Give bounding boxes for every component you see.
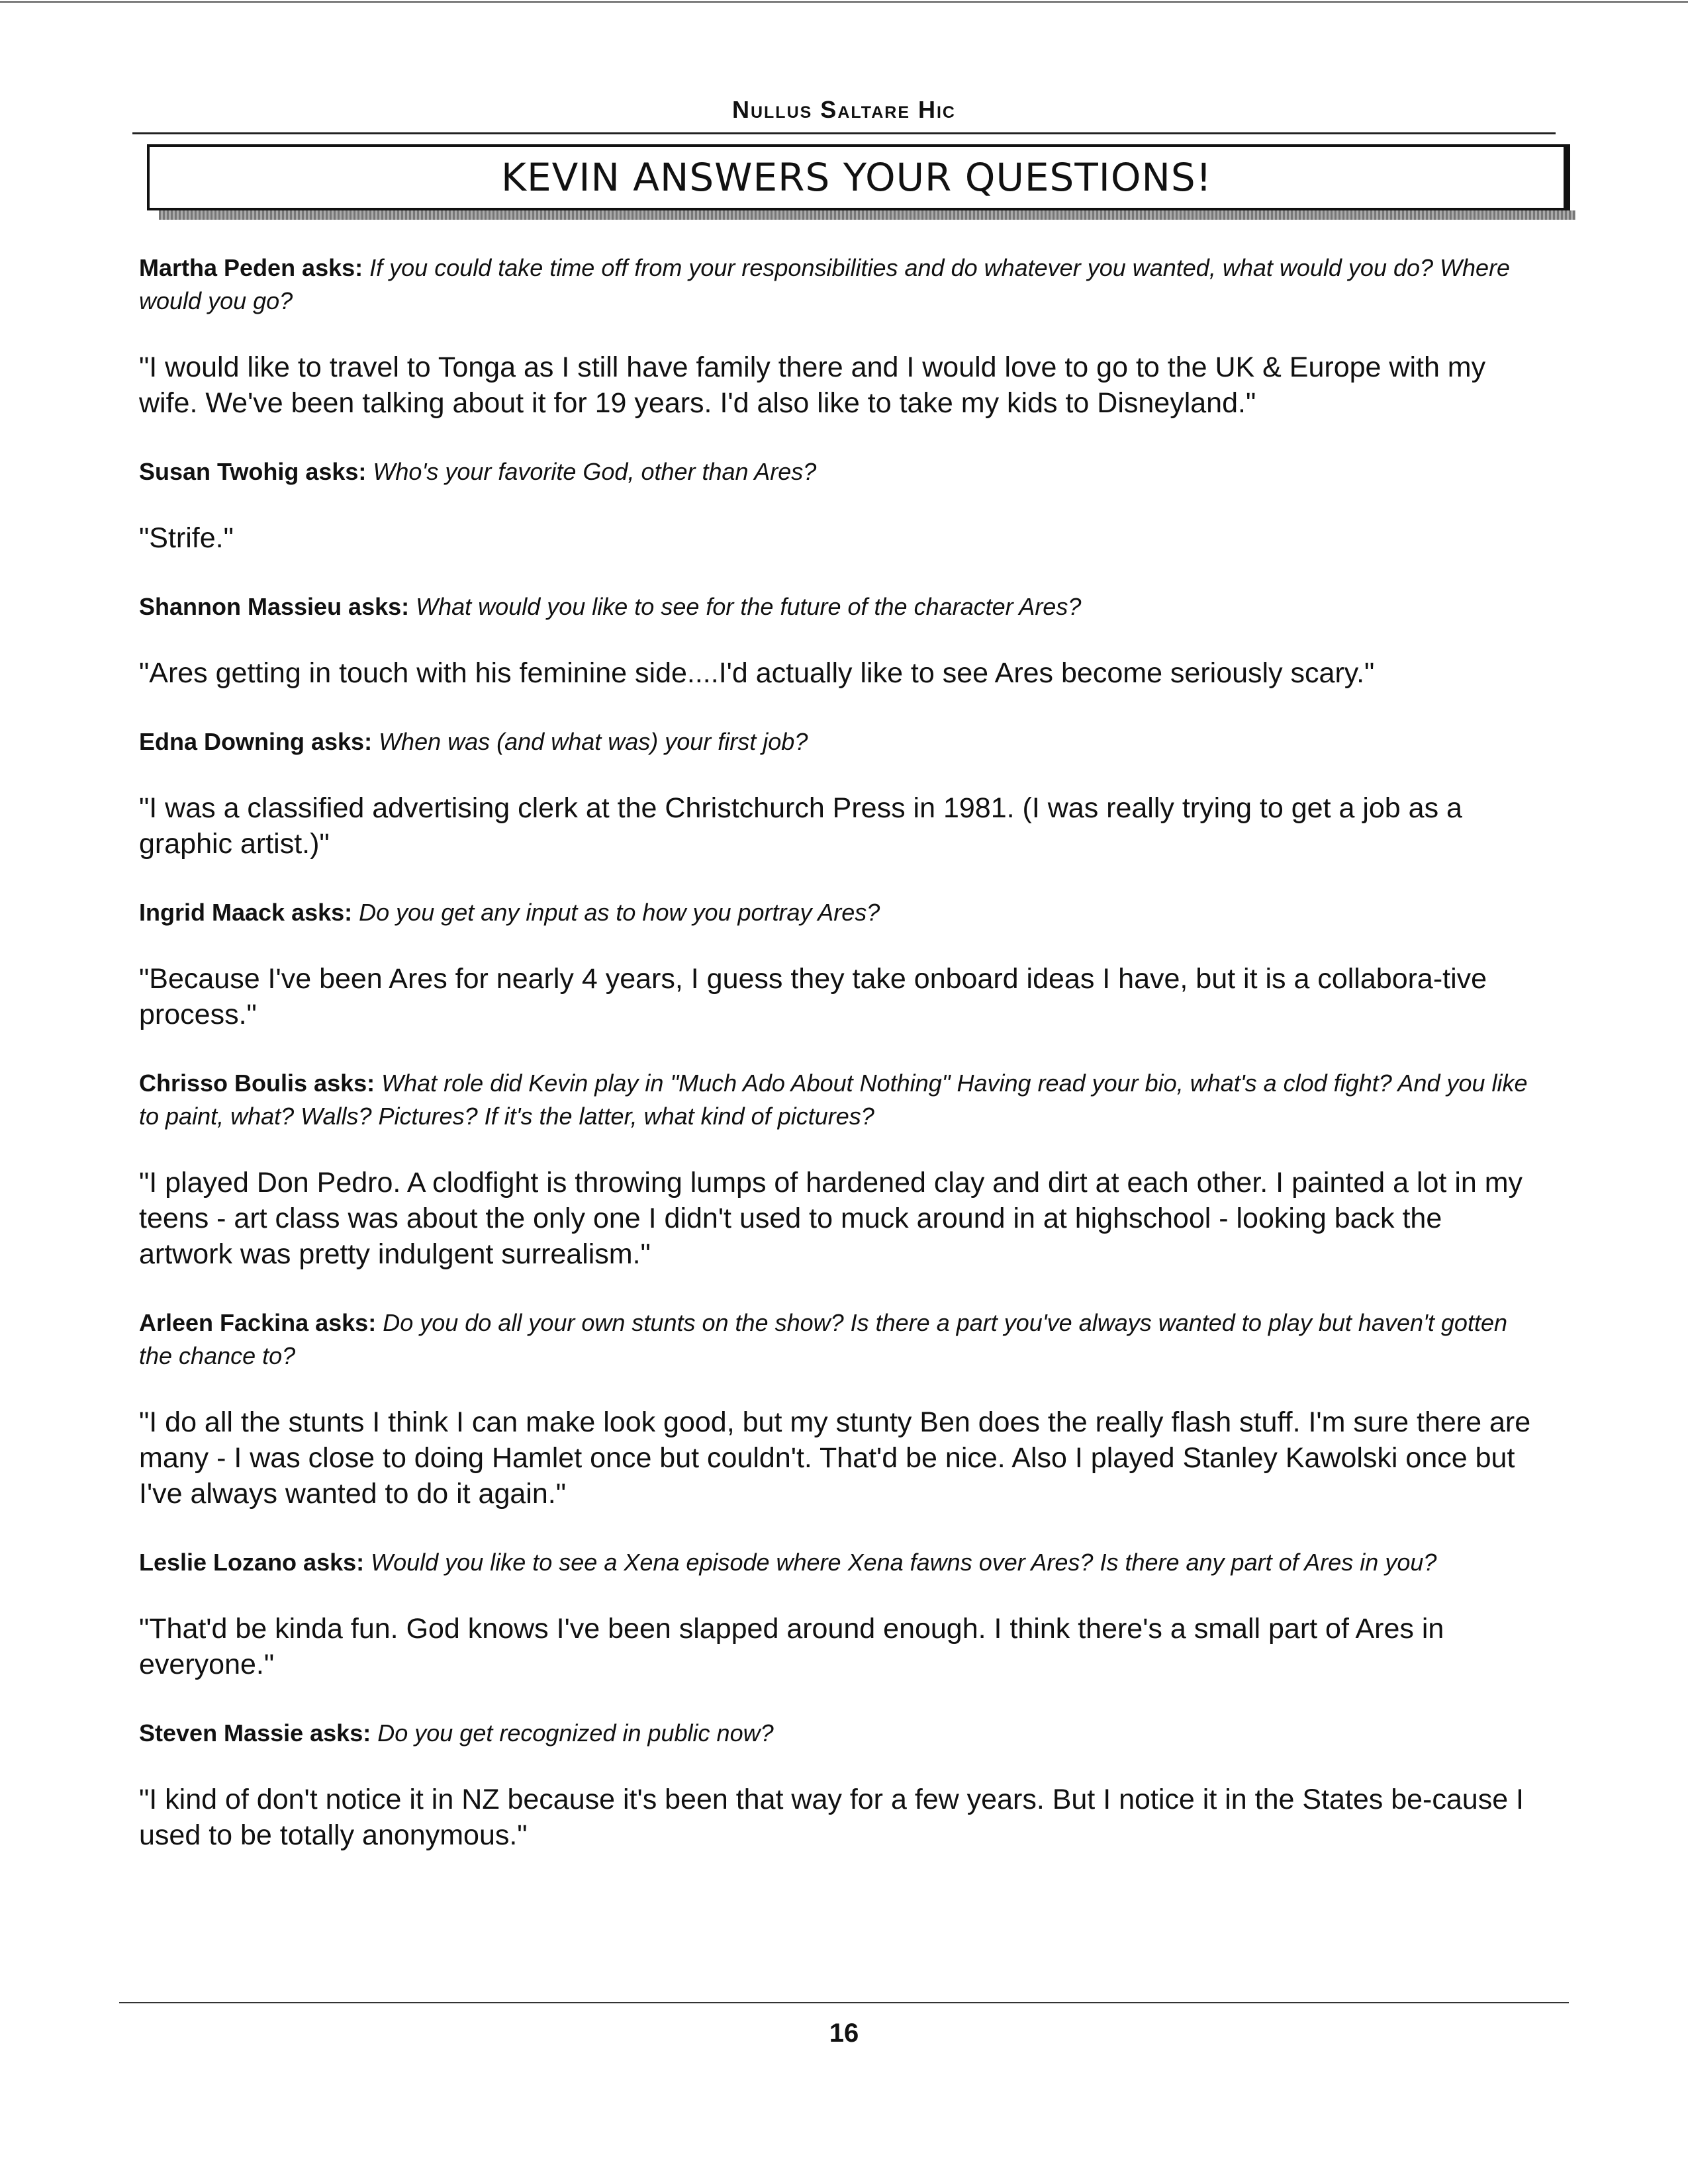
asker-name: Chrisso Boulis asks: — [139, 1069, 375, 1097]
answer-text: "Because I've been Ares for nearly 4 years, I guess they take onboard ideas I have, but it is a collabora-tive process." — [139, 963, 1487, 1030]
title-box — [147, 144, 1570, 210]
asker-name: Susan Twohig asks: — [139, 458, 367, 485]
question-text: If you could take time off from your responsibilities and do whatever you wanted, what would you do? Where would you go? — [139, 254, 1511, 314]
qa-item — [139, 896, 1539, 1032]
question-line — [139, 1306, 1539, 1373]
asker-name: Leslie Lozano asks: — [139, 1549, 365, 1576]
qa-item — [139, 590, 1539, 691]
question-line — [139, 590, 1539, 623]
question-line — [139, 725, 1539, 758]
answer-text: "I played Don Pedro. A clodfight is throwing lumps of hardened clay and dirt at each other. I painted a lot in my teens - art class was about the only one I didn't used to muck around in at highschool - looking back the artwork was pretty indulgent surrealism." — [139, 1167, 1523, 1270]
qa-item — [139, 251, 1539, 421]
page-number: 16 — [829, 2019, 859, 2048]
asker-name: Martha Peden asks: — [139, 254, 363, 281]
asker-name: Arleen Fackina asks: — [139, 1309, 377, 1336]
question-line — [139, 1717, 1539, 1750]
question-text: Do you get recognized in public now? — [377, 1719, 774, 1747]
question-text: Who's your favorite God, other than Ares? — [373, 458, 817, 485]
qa-item — [139, 455, 1539, 556]
question-line — [139, 896, 1539, 929]
running-head: Nullus Saltare Hic — [731, 96, 956, 123]
qa-item — [139, 1306, 1539, 1512]
qa-item — [139, 1546, 1539, 1682]
answer-text: "I kind of don't notice it in NZ because it's been that way for a few years. But I notice it in the States be-cause I used to be totally anonymous." — [139, 1784, 1524, 1851]
qa-item — [139, 725, 1539, 862]
title-shadow — [159, 210, 1575, 220]
qa-item — [139, 1067, 1539, 1272]
footer-rule — [119, 2002, 1569, 2003]
question-text: What would you like to see for the future of the character Ares? — [416, 593, 1082, 620]
question-line — [139, 1546, 1539, 1579]
question-text: What role did Kevin play in "Much Ado About Nothing" Having read your bio, what's a clod fight? And you like to paint, what? Walls? Pictures? If it's the latter, what kind of pictures? — [139, 1069, 1528, 1130]
page-top-edge — [0, 1, 1688, 3]
question-text: Would you like to see a Xena episode where Xena fawns over Ares? Is there any part of Ares in you? — [371, 1549, 1437, 1576]
page-title: KEVIN ANSWERS YOUR QUESTIONS! — [500, 155, 1213, 200]
answer-text: "Ares getting in touch with his feminine side....I'd actually like to see Ares become seriously scary." — [139, 657, 1375, 689]
answer-text: "I do all the stunts I think I can make look good, but my stunty Ben does the really flash stuff. I'm sure there are many - I was close to doing Hamlet once but couldn't. That'd be nice. Also I played Stanley Kawolski once but I've always wanted to do it again." — [139, 1406, 1531, 1510]
asker-name: Edna Downing asks: — [139, 728, 373, 755]
answer-text: "I was a classified advertising clerk at the Christchurch Press in 1981. (I was really trying to get a job as a graphic artist.)" — [139, 792, 1462, 860]
asker-name: Steven Massie asks: — [139, 1719, 371, 1747]
question-line — [139, 1067, 1539, 1133]
asker-name: Shannon Massieu asks: — [139, 593, 410, 620]
question-line — [139, 251, 1539, 318]
answer-text: "Strife." — [139, 522, 234, 554]
question-text: When was (and what was) your first job? — [379, 728, 808, 755]
header-rule — [132, 132, 1556, 134]
qa-item — [139, 1717, 1539, 1853]
question-line — [139, 455, 1539, 488]
question-text: Do you do all your own stunts on the show? Is there a part you've always wanted to play but haven't gotten the chance to? — [139, 1309, 1507, 1369]
answer-text: "I would like to travel to Tonga as I still have family there and I would love to go to the UK & Europe with my wife. We've been talking about it for 19 years. I'd also like to take my kids to Disneyland." — [139, 351, 1486, 419]
question-text: Do you get any input as to how you portray Ares? — [359, 899, 880, 926]
asker-name: Ingrid Maack asks: — [139, 899, 353, 926]
qa-list — [139, 251, 1539, 1888]
answer-text: "That'd be kinda fun. God knows I've been slapped around enough. I think there's a small part of Ares in everyone." — [139, 1613, 1444, 1680]
